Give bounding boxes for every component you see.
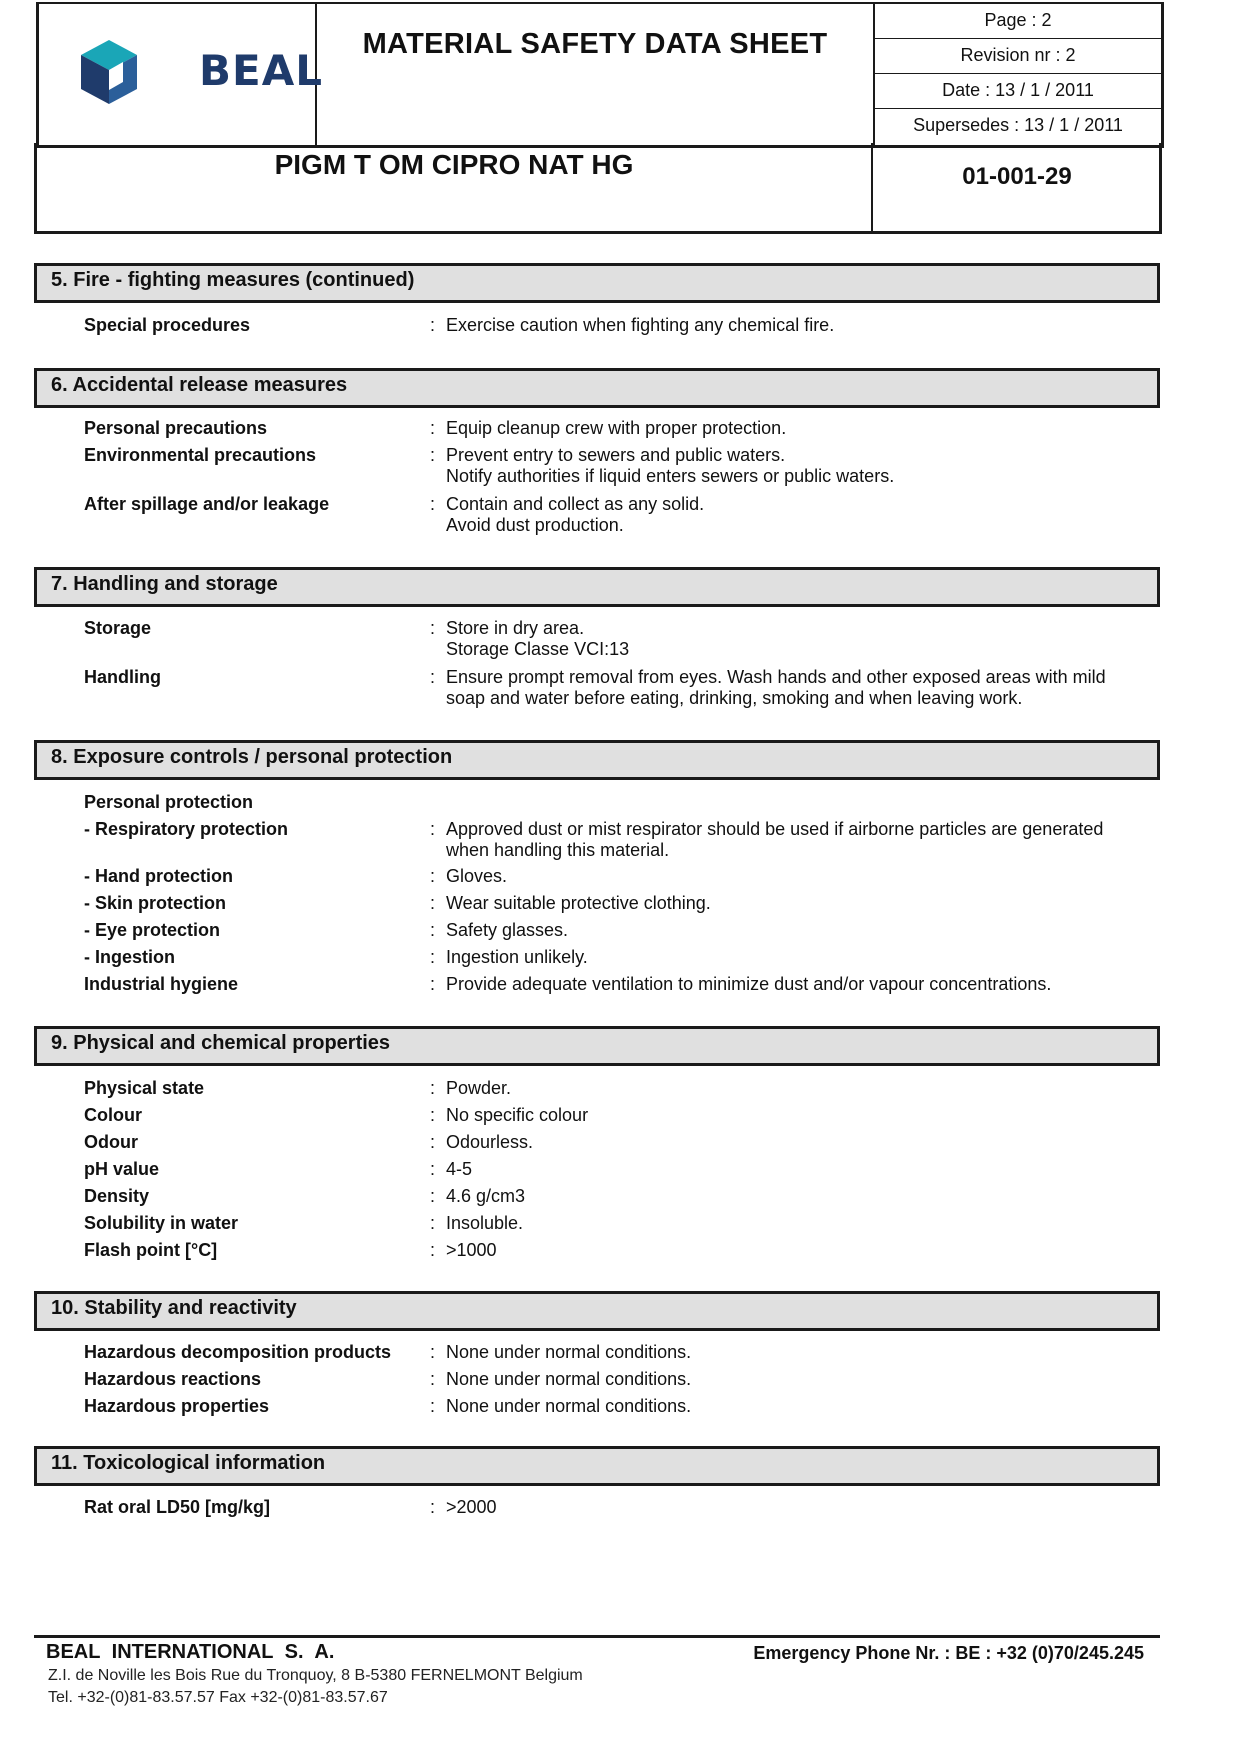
field-label: Flash point [°C] xyxy=(84,1240,218,1260)
field-label: Personal precautions xyxy=(84,418,268,438)
field-value xyxy=(446,418,1146,439)
product-box xyxy=(34,143,1162,234)
field-colon: : xyxy=(430,1186,436,1206)
field-value xyxy=(446,1497,1146,1518)
section-title: 9. Physical and chemical properties xyxy=(51,1032,391,1054)
value-line: soap and water before eating, drinking, smoking and when leaving work. xyxy=(446,688,1023,708)
section-title: 5. Fire - fighting measures (continued) xyxy=(51,269,415,291)
supersedes-date: Supersedes : 13 / 1 / 2011 xyxy=(913,115,1123,135)
field-value xyxy=(446,1342,1146,1363)
field-colon: : xyxy=(430,1369,436,1389)
footer-company: BEAL INTERNATIONAL S. A. xyxy=(46,1641,335,1663)
field-label: - Eye protection xyxy=(84,920,221,940)
beal-logo xyxy=(79,38,323,106)
field-label: Odour xyxy=(84,1132,138,1152)
field-colon: : xyxy=(430,1396,436,1416)
field-colon: : xyxy=(430,1132,436,1152)
value-line: None under normal conditions. xyxy=(446,1396,692,1416)
beal-cube-icon xyxy=(79,38,139,106)
meta-cell xyxy=(875,4,1161,145)
value-line: >2000 xyxy=(446,1497,497,1517)
field-label: Handling xyxy=(84,667,161,687)
field-colon: : xyxy=(430,920,436,940)
field-label: Density xyxy=(84,1186,150,1206)
field-label: - Respiratory protection xyxy=(84,819,289,839)
field-colon: : xyxy=(430,618,436,638)
field-label: After spillage and/or leakage xyxy=(84,494,330,514)
field-value xyxy=(446,974,1146,995)
field-colon: : xyxy=(430,315,436,335)
field-value xyxy=(446,947,1146,968)
value-line: Provide adequate ventilation to minimize dust and/or vapour concentrations. xyxy=(446,974,1052,994)
field-label: - Skin protection xyxy=(84,893,227,913)
field-value xyxy=(446,819,1146,861)
section-header-10 xyxy=(34,1291,1160,1331)
field-value xyxy=(446,618,1146,660)
section-header-11 xyxy=(34,1446,1160,1486)
footer-emergency-phone: Emergency Phone Nr. : BE : +32 (0)70/245.245 xyxy=(753,1643,1144,1663)
subheading-label: Personal protection xyxy=(84,792,254,812)
field-colon: : xyxy=(430,1240,436,1260)
value-line: Ensure prompt removal from eyes. Wash hands and other exposed areas with mild xyxy=(446,667,1106,687)
value-line: >1000 xyxy=(446,1240,497,1260)
field-label: Solubility in water xyxy=(84,1213,239,1233)
value-line: Odourless. xyxy=(446,1132,534,1152)
value-line: Approved dust or mist respirator should be used if airborne particles are generated xyxy=(446,819,1104,839)
field-label: Physical state xyxy=(84,1078,205,1098)
value-line: Exercise caution when fighting any chemical fire. xyxy=(446,315,835,335)
field-colon: : xyxy=(430,866,436,886)
value-line: Equip cleanup crew with proper protection. xyxy=(446,418,787,438)
revision-number: Revision nr : 2 xyxy=(875,39,1161,74)
logo-text: BEAL xyxy=(199,46,323,95)
field-label: Special procedures xyxy=(84,315,251,335)
value-line: Ingestion unlikely. xyxy=(446,947,588,967)
field-colon: : xyxy=(430,1078,436,1098)
field-label: Storage xyxy=(84,618,152,638)
field-value xyxy=(446,1369,1146,1390)
field-colon: : xyxy=(430,1105,436,1125)
footer-divider xyxy=(34,1635,1160,1638)
field-label: Environmental precautions xyxy=(84,445,317,465)
field-value xyxy=(446,667,1146,709)
value-line: None under normal conditions. xyxy=(446,1369,692,1389)
section-title: 11. Toxicological information xyxy=(51,1452,326,1474)
section-header-6 xyxy=(34,368,1160,408)
page-number: Page : 2 xyxy=(875,4,1161,39)
footer-phone: Tel. +32-(0)81-83.57.57 Fax +32-(0)81-83.57.67 xyxy=(48,1689,388,1706)
footer-address: Z.I. de Noville les Bois Rue du Tronquoy, 8 B-5380 FERNELMONT Belgium xyxy=(48,1667,583,1684)
field-value xyxy=(446,1396,1146,1417)
field-label: Industrial hygiene xyxy=(84,974,239,994)
issue-date: Date : 13 / 1 / 2011 xyxy=(875,74,1161,109)
field-label: Colour xyxy=(84,1105,142,1125)
value-line: 4.6 g/cm3 xyxy=(446,1186,526,1206)
field-value xyxy=(446,866,1146,887)
value-line: Storage Classe VCI:13 xyxy=(446,639,630,659)
section-header-9 xyxy=(34,1026,1160,1066)
field-colon: : xyxy=(430,418,436,438)
section-title: 6. Accidental release measures xyxy=(51,374,348,396)
document-title: MATERIAL SAFETY DATA SHEET xyxy=(362,28,828,60)
value-line: Notify authorities if liquid enters sewers or public waters. xyxy=(446,466,895,486)
value-line: 4-5 xyxy=(446,1159,473,1179)
field-colon: : xyxy=(430,1159,436,1179)
field-value xyxy=(446,1159,1146,1180)
field-label: Hazardous reactions xyxy=(84,1369,262,1389)
value-line: Contain and collect as any solid. xyxy=(446,494,705,514)
field-value xyxy=(446,1240,1146,1261)
value-line: Safety glasses. xyxy=(446,920,569,940)
field-value xyxy=(446,1132,1146,1153)
field-label: pH value xyxy=(84,1159,160,1179)
field-label: Hazardous properties xyxy=(84,1396,270,1416)
field-colon: : xyxy=(430,1497,436,1517)
field-colon: : xyxy=(430,1213,436,1233)
product-code-cell xyxy=(871,143,1161,231)
field-colon: : xyxy=(430,819,436,839)
value-line: None under normal conditions. xyxy=(446,1342,692,1362)
field-value xyxy=(446,315,1146,336)
section-header-7 xyxy=(34,567,1160,607)
field-colon: : xyxy=(430,1342,436,1362)
field-label: - Hand protection xyxy=(84,866,233,886)
value-line: Prevent entry to sewers and public waters. xyxy=(446,445,786,465)
field-colon: : xyxy=(430,893,436,913)
section-header-8 xyxy=(34,740,1160,780)
field-colon: : xyxy=(430,445,436,465)
field-value xyxy=(446,1213,1146,1234)
field-value xyxy=(446,445,1146,487)
field-value xyxy=(446,1186,1146,1207)
field-colon: : xyxy=(430,947,436,967)
product-name: PIGM T OM CIPRO NAT HG xyxy=(274,149,634,180)
field-value xyxy=(446,920,1146,941)
value-line: No specific colour xyxy=(446,1105,589,1125)
logo-cell xyxy=(39,4,323,145)
field-value xyxy=(446,1105,1146,1126)
field-value xyxy=(446,1078,1146,1099)
field-colon: : xyxy=(430,974,436,994)
value-line: Gloves. xyxy=(446,866,508,886)
field-value xyxy=(446,893,1146,914)
field-label: - Ingestion xyxy=(84,947,175,967)
value-line: when handling this material. xyxy=(446,840,670,860)
field-label: Hazardous decomposition products xyxy=(84,1342,392,1362)
section-header-5 xyxy=(34,263,1160,303)
field-colon: : xyxy=(430,667,436,687)
field-colon: : xyxy=(430,494,436,514)
value-line: Powder. xyxy=(446,1078,512,1098)
section-title: 8. Exposure controls / personal protection xyxy=(51,746,453,768)
header-top-box xyxy=(36,2,1164,148)
section-title: 7. Handling and storage xyxy=(51,573,278,595)
title-cell xyxy=(317,4,875,145)
product-code: 01-001-29 xyxy=(962,163,1072,190)
field-value xyxy=(446,494,1146,536)
document-header xyxy=(34,0,1160,234)
value-line: Store in dry area. xyxy=(446,618,585,638)
field-label: Rat oral LD50 [mg/kg] xyxy=(84,1497,271,1517)
value-line: Insoluble. xyxy=(446,1213,524,1233)
value-line: Wear suitable protective clothing. xyxy=(446,893,711,913)
section-title: 10. Stability and reactivity xyxy=(51,1297,297,1319)
value-line: Avoid dust production. xyxy=(446,515,624,535)
